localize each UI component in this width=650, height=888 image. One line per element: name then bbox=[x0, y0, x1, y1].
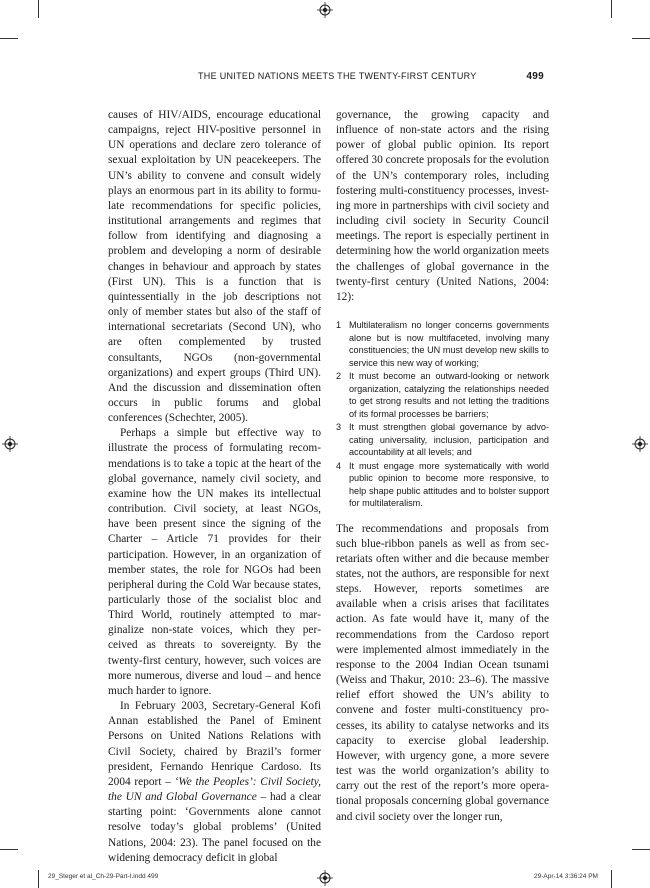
crop-mark bbox=[38, 870, 39, 888]
crop-mark bbox=[0, 38, 18, 39]
list-item-text: It must become an outward-looking or network organization, catalyzing the relationships needed to get strong results and not letting the traditions of its formal processes be barriers; bbox=[349, 371, 549, 419]
crop-mark bbox=[0, 849, 18, 850]
crop-mark bbox=[632, 849, 650, 850]
report-title: ‘We the Peoples’: Civil Society, the UN and Global Governance bbox=[108, 775, 322, 804]
list-item bbox=[336, 460, 549, 510]
paragraph-text: In February 2003, Secretary-General Kofi Annan established the Panel of Eminent Persons on United Nations Relations with Civil Society, chaired by Brazil’s former president, Fernando Henrique Cardoso. Its 2004 report – bbox=[108, 700, 321, 788]
paragraph: governance, the growing capacity and influence of non-state actors and the rising power of global public opinion. Its report offered 30 concrete proposals for the evolution of the UN’s contemporary roles, including fostering multi-constituency processes, investing more in partnerships with civil society and including civil society in Security Council meetings. The report is especially pertinent in determining how the world organization meets the challenges of global governance in the twenty-first century (United Nations, 2004: 12): bbox=[336, 109, 549, 303]
registration-mark-icon bbox=[2, 436, 18, 452]
right-column bbox=[336, 108, 549, 825]
paragraph: causes of HIV/AIDS, encourage educational campaigns, reject HIV-positive personnel in UN operations and declare zero tolerance of sexual exploitation by UN peacekeepers. The UN’s ability to convene and consult widely plays an enormous part in its ability to formulate recommendations for specific policies, institutional arrangements and regimes that follow from identifying and diagnosing a problem and developing a norm of desirable changes in behaviour and approach by states (First UN). This is a function that is quintessentially in the job descriptions not only of member states but also of the staff of international secretariats (Second UN), who are often complemented by trusted consultants, NGOs (non-governmental organizations) and expert groups (Third UN). And the discussion and dissemination often occurs in public forums and global conferences (Schechter, 2005). bbox=[108, 109, 321, 425]
left-column bbox=[108, 108, 321, 866]
paragraph bbox=[108, 699, 321, 866]
paragraph-text: – had a clear starting point: ‘Governments alone cannot resolve today’s global problems’ (United Nations, 2004: 23). The panel focused on the widening democracy deficit in global bbox=[108, 791, 322, 864]
list-number: 1 bbox=[336, 320, 342, 331]
crop-mark bbox=[611, 870, 612, 888]
numbered-list bbox=[336, 319, 549, 510]
list-number: 3 bbox=[336, 422, 342, 433]
crop-mark bbox=[38, 0, 39, 18]
list-number: 2 bbox=[336, 371, 342, 382]
registration-mark-icon bbox=[632, 436, 648, 452]
list-number: 4 bbox=[336, 460, 342, 471]
list-item bbox=[336, 370, 549, 420]
footer-file-slug: 29_Steger et al_Ch-29-Part-I.indd 499 bbox=[48, 873, 159, 880]
footer-timestamp: 29-Apr-14 3:36:24 PM bbox=[534, 873, 598, 880]
registration-mark-icon bbox=[317, 870, 333, 886]
page-number: 499 bbox=[526, 71, 544, 82]
list-item-text: It must engage more systematically with world public opinion to become more responsive, to help shape public attitudes and to bolster support for multilateralism. bbox=[349, 460, 549, 509]
crop-mark bbox=[611, 0, 612, 18]
list-item bbox=[336, 421, 549, 459]
paragraph: Perhaps a simple but effective way to illustrate the process of formulating recommendations is to take a topic at the heart of the global governance, namely civil society, and examine how the UN makes its intellectual contribution. Civil society, at least NGOs, have been present since the signing of the Charter – Article 71 provides for their participation. However, in an organization of member states, the role for NGOs had been peripheral during the Cold War because states, particularly those of the socialist bloc and Third World, routinely attempted to marginalize non-state voices, which they perceived as threats to sovereignty. By the twenty-first century, however, such voices are more numerous, diverse and loud – and hence much harder to ignore. bbox=[108, 427, 321, 697]
running-title: THE UNITED NATIONS MEETS THE TWENTY-FIRST CENTURY bbox=[198, 71, 477, 81]
list-item-text: It must strengthen global governance by advocating universality, inclusion, participation and accountability at all levels; and bbox=[349, 422, 549, 458]
registration-mark-icon bbox=[317, 2, 333, 18]
paragraph: The recommendations and proposals from such blue-ribbon panels as well as from secretariats often wither and die because member states, not the authors, are responsible for next steps. However, reports sometimes are available when a crisis arises that facilitates action. As fate would have it, many of the recommendations from the Cardoso report were implemented almost immediately in the response to the 2004 Indian Ocean tsunami (Weiss and Thakur, 2010: 23–6). The massive relief effort showed the UN’s ability to convene and foster multi-constituency processes, its ability to catalyse networks and its capacity to exercise global leadership. However, with urgency gone, a more severe test was the world organization’s ability to carry out the rest of the report’s more operational proposals concerning global governance and civil society over the longer run, bbox=[336, 522, 549, 823]
list-item bbox=[336, 319, 549, 369]
list-item-text: Multilateralism no longer concerns governments alone but is now multifaceted, involving many constituencies; the UN must develop new skills to service this new way of working; bbox=[349, 320, 549, 368]
crop-mark bbox=[632, 38, 650, 39]
running-header bbox=[108, 71, 544, 85]
